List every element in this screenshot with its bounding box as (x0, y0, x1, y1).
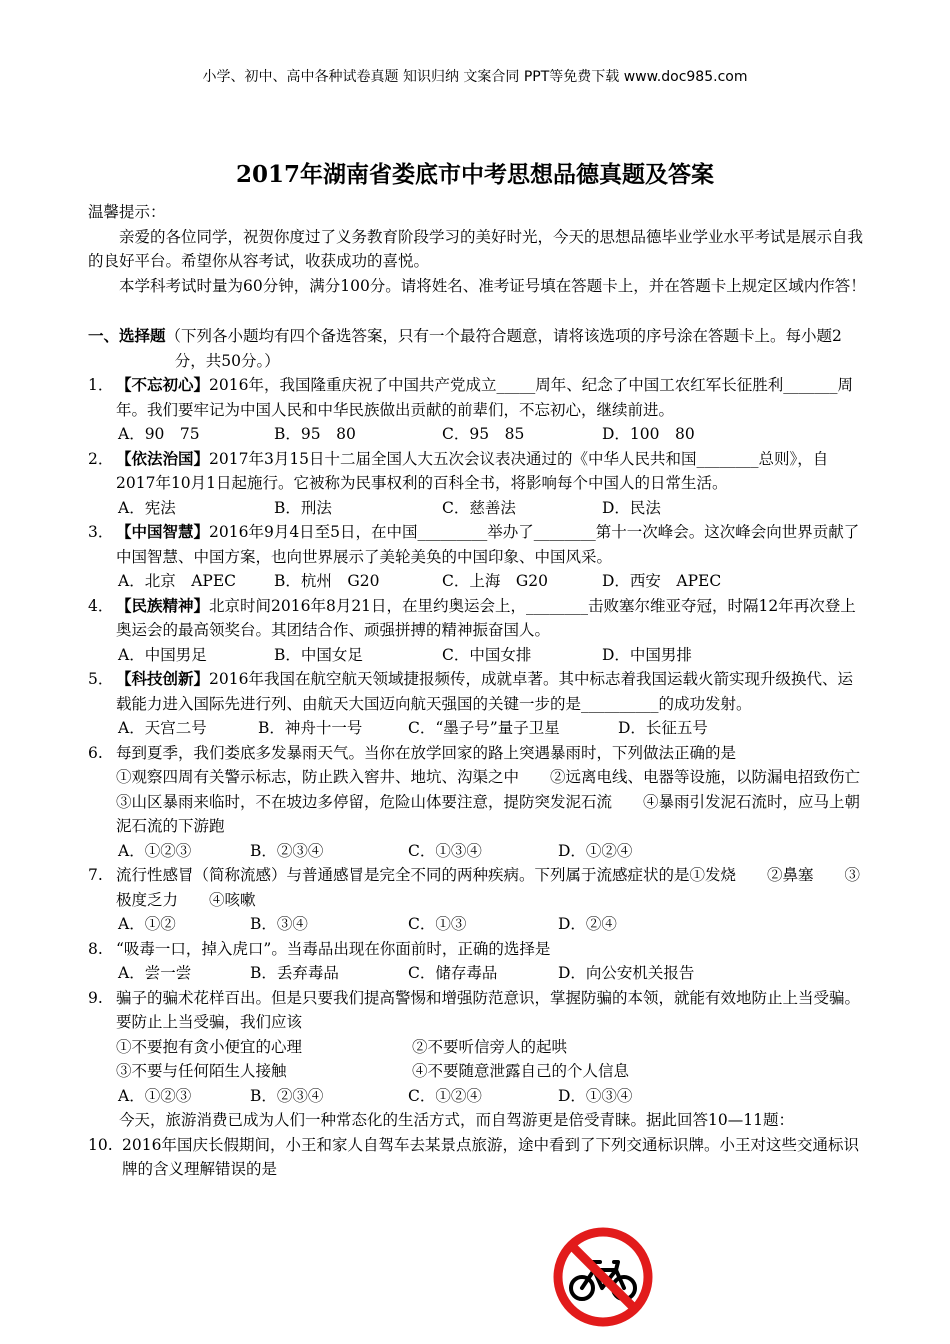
question-text: 流行性感冒（简称流感）与普通感冒是完全不同的两种疾病。下列属于流感症状的是①发烧 ②鼻塞 ③极度乏力 ④咳嗽 (116, 866, 861, 909)
question-number: 8. (88, 939, 103, 958)
option-c: C．①③④ (408, 841, 482, 860)
question-items: ①观察四周有关警示标志，防止跌入窖井、地坑、沟渠之中 ②远离电线、电器等设施，以防漏电招致伤亡 ③山区暴雨来临时，不在坡边多停留，危险山体要注意，提防突发泥石流 ④暴雨引发泥石流时，应马上朝泥石流的下游跑 (116, 768, 892, 835)
option-d: D．①②④ (558, 841, 633, 860)
question-text: 2016年9月4日至5日，在中国_________举办了________第十一次峰会。这次峰会向世界贡献了中国智慧、中国方案，也向世界展示了美轮美奂的中国印象、中国风采。 (116, 523, 860, 566)
tip-paragraph-2: 本学科考试时量为60分钟，满分100分。请将姓名、准考证号填在答题卡上，并在答题卡上规定区域内作答！ (119, 276, 866, 295)
option-b: B．神舟十一号 (258, 719, 363, 737)
question-text: 北京时间2016年8月21日，在里约奥运会上，________击败塞尔维亚夺冠，时隔12年再次登上奥运会的最高领奖台。其团结合作、顽强拼搏的精神振奋国人。 (116, 596, 856, 639)
question-item: ④不要随意泄露自己的个人信息 (412, 1062, 630, 1080)
question-number: 3． (88, 523, 114, 541)
option-b: B．中国女足 (274, 645, 363, 664)
option-b: B．95 80 (274, 425, 356, 443)
option-d: D．向公安机关报告 (558, 964, 695, 982)
question-tag: 【科技创新】 (116, 669, 210, 688)
option-c: C．储存毒品 (408, 964, 498, 982)
section-1-label: 一、选择题 (88, 326, 166, 345)
section-1-note: （下列各小题均有四个备选答案，只有一个最符合题意，请将该选项的序号涂在答题卡上。每小题2分，共50分。） (165, 327, 842, 370)
option-a: A．宪法 (118, 498, 176, 517)
option-a: A．①②③ (118, 841, 192, 860)
question-9 (88, 986, 866, 1109)
question-number: 2． (88, 449, 114, 468)
question-number: 9. (88, 988, 103, 1007)
page-title: 2017年湖南省娄底市中考思想品德真题及答案 (235, 161, 714, 188)
option-a: A．北京 APEC (118, 572, 236, 590)
question-item: ③不要与任何陌生人接触 (116, 1062, 287, 1080)
question-item: ②不要听信旁人的起哄 (412, 1037, 568, 1056)
question-2 (88, 447, 866, 521)
option-d: D．②④ (558, 915, 617, 933)
question-text: “吸毒一口，掉入虎口”。当毒品出现在你面前时，正确的选择是 (116, 939, 551, 958)
question-10 (88, 1133, 866, 1182)
option-d: D．民法 (602, 498, 661, 517)
question-number: 5． (88, 670, 114, 688)
question-tag: 【不忘初心】 (116, 375, 210, 394)
question-4 (88, 594, 866, 668)
question-number: 6. (88, 743, 103, 762)
tip-label: 温馨提示： (88, 203, 166, 221)
question-7 (88, 863, 866, 937)
option-b: B．③④ (250, 915, 308, 933)
question-tag: 【依法治国】 (116, 448, 210, 468)
option-d: D．100 80 (602, 425, 695, 443)
question-item: ①不要抱有贪小便宜的心理 (116, 1037, 303, 1056)
question-tag: 【中国智慧】 (116, 522, 210, 541)
option-c: C．“墨子号”量子卫星 (408, 719, 560, 737)
question-3 (88, 520, 866, 594)
option-a: A．①② (118, 915, 176, 933)
question-5 (88, 667, 866, 741)
question-tag: 【民族精神】 (116, 595, 210, 615)
option-c: C．上海 G20 (442, 572, 548, 590)
question-text: 2016年，我国隆重庆祝了中国共产党成立_____周年、纪念了中国工农红军长征胜利_______周年。我们要牢记为中国人民和中华民族做出贡献的前辈们，不忘初心，继续前进。 (116, 376, 853, 419)
option-d: D．中国男排 (602, 645, 692, 664)
context-paragraph: 今天，旅游消费已成为人们一种常态化的生活方式，而自驾游更是倍受青睐。据此回答10—11题： (119, 1111, 794, 1129)
option-a: A．中国男足 (118, 645, 207, 664)
option-d: D．西安 APEC (602, 572, 722, 590)
page-header: 小学、初中、高中各种试卷真题 知识归纳 文案合同 PPT等免费下载 www.doc985.com (202, 69, 748, 85)
question-text: 骗子的骗术花样百出。但是只要我们提高警惕和增强防范意识，掌握防骗的本领，就能有效地防止上当受骗。要防止上当受骗，我们应该 (116, 988, 861, 1031)
option-c: C．中国女排 (442, 645, 532, 664)
no-bicycle-sign-icon (552, 1226, 654, 1328)
question-6 (88, 741, 892, 864)
question-text: 2016年我国在航空航天领域捷报频传，成就卓著。其中标志着我国运载火箭实现升级换代、运载能力进入国际先进行列、由航天大国迈向航天强国的关键一步的是__________的成功发射。 (116, 670, 853, 713)
option-b: B．杭州 G20 (274, 572, 380, 590)
question-text: 2016年国庆长假期间，小王和家人自驾车去某景点旅游，途中看到了下列交通标识牌。小王对这些交通标识牌的含义理解错误的是 (122, 1135, 859, 1178)
option-a: A．①②③ (118, 1086, 192, 1105)
question-text: 每到夏季，我们娄底多发暴雨天气。当你在放学回家的路上突遇暴雨时，下列做法正确的是 (116, 743, 737, 762)
option-b: B．②③④ (250, 1086, 324, 1105)
question-number: 10. (88, 1135, 113, 1154)
section-1-heading (88, 324, 866, 373)
document-body (88, 200, 892, 1182)
question-number: 7. (88, 866, 103, 884)
option-a: A．天宫二号 (118, 719, 207, 737)
question-text: 2017年3月15日十二届全国人大五次会议表决通过的《中华人民共和国________总则》，自2017年10月1日起施行。它被称为民事权利的百科全书，将影响每个中国人的日常生活。 (116, 449, 829, 492)
option-c: C．①③ (408, 915, 467, 933)
option-b: B．刑法 (274, 498, 332, 517)
question-number: 1． (88, 376, 114, 394)
question-1 (88, 373, 866, 447)
tip-paragraph-1: 亲爱的各位同学，祝贺你度过了义务教育阶段学习的美好时光，今天的思想品德毕业学业水平考试是展示自我的良好平台。希望你从容考试，收获成功的喜悦。 (88, 227, 864, 270)
option-a: A．90 75 (118, 425, 200, 443)
option-b: B．②③④ (250, 841, 324, 860)
option-c: C．95 85 (442, 425, 525, 443)
option-b: B．丢弃毒品 (250, 964, 339, 982)
option-d: D．①③④ (558, 1086, 633, 1105)
option-c: C．①②④ (408, 1086, 482, 1105)
option-c: C．慈善法 (442, 498, 516, 517)
question-8 (88, 937, 866, 986)
option-a: A．尝一尝 (118, 964, 192, 982)
question-number: 4． (88, 596, 114, 615)
option-d: D．长征五号 (618, 719, 708, 737)
